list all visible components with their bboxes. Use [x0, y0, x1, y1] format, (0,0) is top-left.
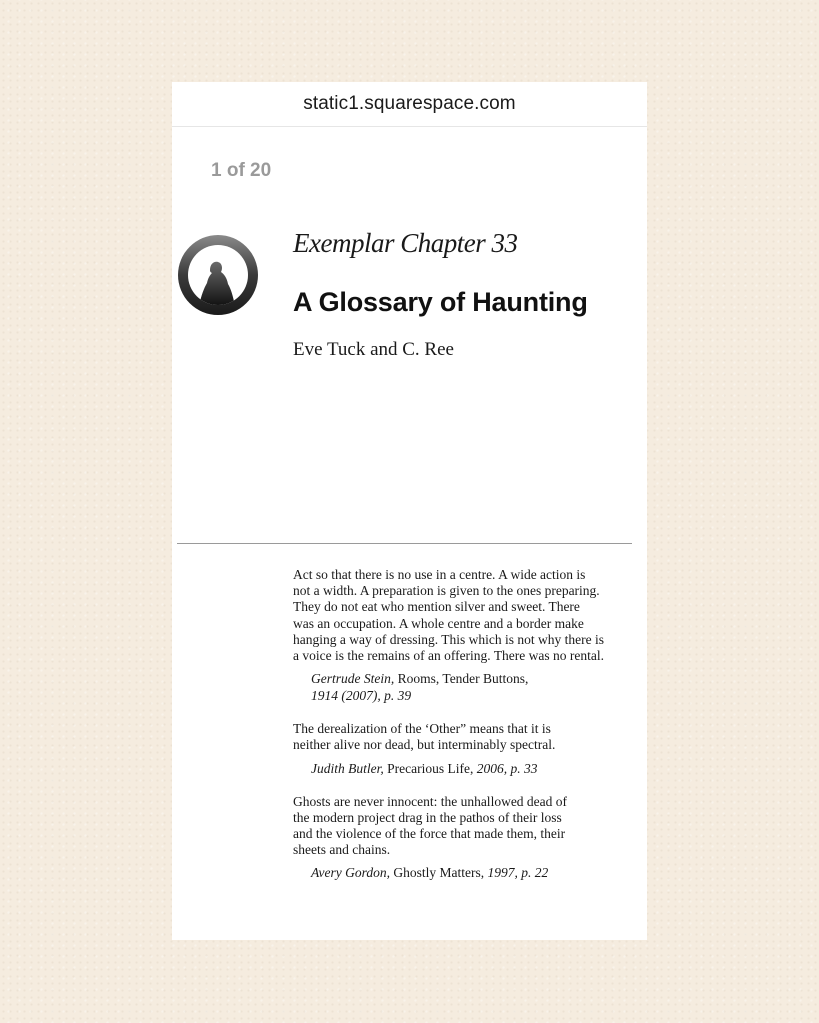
quote-line: neither alive nor dead, but interminably spectral. [293, 737, 556, 753]
quote-line: and the violence of the force that made them, their [293, 826, 566, 842]
epigraph-attribution [293, 760, 623, 777]
url-text[interactable]: static1.squarespace.com [303, 93, 516, 114]
attribution-citation: 1997, p. 22 [487, 865, 549, 881]
url-bar[interactable] [172, 82, 647, 127]
quote-line: They do not eat who mention silver and sweet. There [293, 599, 580, 615]
epigraph [293, 794, 623, 882]
epigraph-text [293, 567, 623, 664]
document-page [172, 82, 647, 940]
epigraphs [293, 567, 623, 881]
quote-line: the modern project drag in the pathos of their loss [293, 809, 562, 825]
epigraph-attribution [293, 864, 623, 881]
quote-line: not a width. A preparation is given to the ones preparing. [293, 583, 600, 599]
epigraph-text [293, 721, 623, 753]
epigraph-attribution [293, 670, 623, 704]
divider [177, 543, 632, 544]
chapter-authors: Eve Tuck and C. Ree [293, 339, 454, 360]
silhouette-circle-icon [177, 234, 259, 316]
attribution-work: Ghostly Matters, [389, 865, 488, 881]
attribution-citation: 2006, p. 33 [476, 760, 538, 776]
quote-line: hanging a way of dressing. This which is not why there is [293, 631, 604, 647]
quote-line: sheets and chains. [293, 842, 391, 858]
chapter-title: A Glossary of Haunting [293, 287, 588, 317]
attribution-author: Gertrude Stein, [311, 671, 395, 687]
quote-line: Act so that there is no use in a centre. A wide action is [293, 567, 586, 582]
attribution-author: Judith Butler, [311, 760, 384, 776]
attribution-citation: 1914 (2007), p. 39 [311, 688, 412, 704]
epigraph-text [293, 794, 623, 859]
attribution-author: Avery Gordon, [311, 865, 390, 881]
logo-graphic [177, 234, 259, 316]
quote-line: a voice is the remains of an offering. There was no rental. [293, 648, 605, 664]
epigraph [293, 721, 623, 776]
attribution-work: Rooms, Tender Buttons, [394, 671, 529, 687]
attribution-work: Precarious Life, [383, 760, 477, 776]
quote-line: The derealization of the ‘Other” means that it is [293, 721, 551, 737]
epigraph [293, 567, 623, 704]
chapter-label: Exemplar Chapter 33 [293, 228, 518, 258]
quote-line: Ghosts are never innocent: the unhallowed dead of [293, 793, 568, 809]
quote-line: was an occupation. A whole centre and a border make [293, 615, 584, 631]
page-counter: 1 of 20 [211, 160, 272, 181]
